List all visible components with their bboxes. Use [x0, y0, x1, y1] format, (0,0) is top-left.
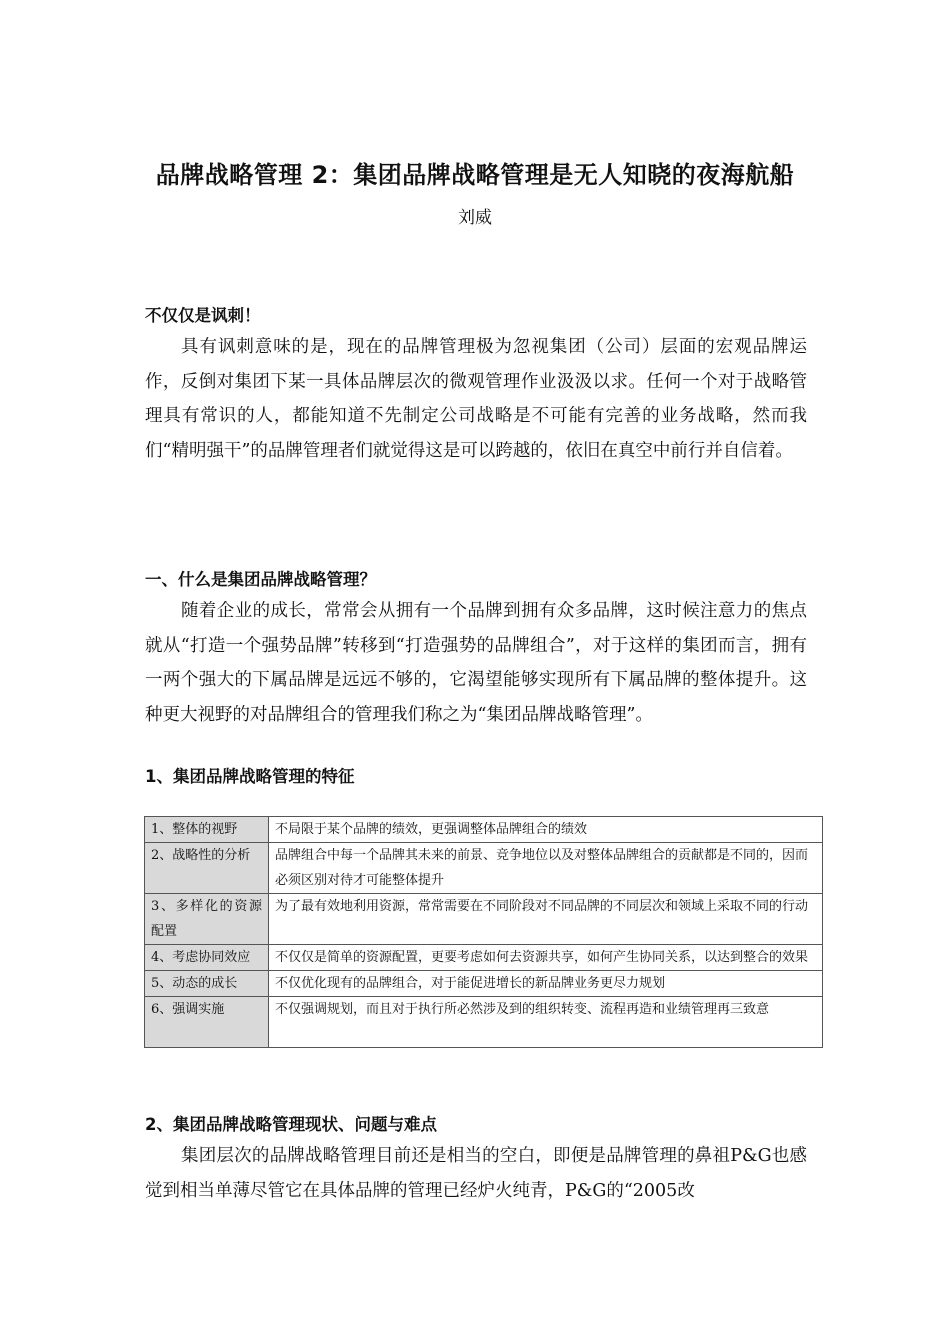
feature-label: 5、动态的成长 [145, 971, 269, 997]
feature-label: 2、战略性的分析 [145, 843, 269, 894]
section-heading-what-is: 一、什么是集团品牌战略管理？ [145, 570, 376, 589]
feature-label: 3、多样化的资源配置 [145, 894, 269, 945]
section-heading-status: 2、集团品牌战略管理现状、问题与难点 [145, 1115, 437, 1134]
paragraph-irony: 具有讽刺意味的是，现在的品牌管理极为忽视集团（公司）层面的宏观品牌运作，反倒对集团下某一具体品牌层次的微观管理作业汲汲以求。任何一个对于战略管理具有常识的人，都能知道不先制定公司战略是不可能有完善的业务战略，然而我们“精明强干”的品牌管理者们就觉得这是可以跨越的，依旧在真空中前行并自信着。 [145, 337, 807, 461]
paragraph-what-is: 随着企业的成长，常常会从拥有一个品牌到拥有众多品牌，这时候注意力的焦点就从“打造一个强势品牌”转移到“打造强势的品牌组合”，对于这样的集团而言，拥有一两个强大的下属品牌是远远不够的，它渴望能够实现所有下属品牌的整体提升。这种更大视野的对品牌组合的管理我们称之为“集团品牌战略管理”。 [145, 601, 807, 725]
table-row [145, 971, 823, 997]
feature-label: 6、强调实施 [145, 997, 269, 1048]
feature-label: 4、考虑协同效应 [145, 945, 269, 971]
author-name: 刘威 [458, 208, 492, 228]
table-row [145, 997, 823, 1048]
feature-description: 不仅强调规划，而且对于执行所必然涉及到的组织转变、流程再造和业绩管理再三致意 [269, 997, 823, 1048]
feature-description: 不仅仅是简单的资源配置，更要考虑如何去资源共享，如何产生协同关系，以达到整合的效果 [269, 945, 823, 971]
feature-description: 为了最有效地利用资源，常常需要在不同阶段对不同品牌的不同层次和领域上采取不同的行动 [269, 894, 823, 945]
section-heading-irony: 不仅仅是讽刺！ [145, 306, 261, 325]
feature-label: 1、整体的视野 [145, 817, 269, 843]
table-row [145, 817, 823, 843]
feature-description: 不仅优化现有的品牌组合，对于能促进增长的新品牌业务更尽力规划 [269, 971, 823, 997]
paragraph-status: 集团层次的品牌战略管理目前还是相当的空白，即便是品牌管理的鼻祖P&G也感觉到相当单薄尽管它在具体品牌的管理已经炉火纯青，P&G的“2005改 [145, 1146, 807, 1201]
section-heading-features: 1、集团品牌战略管理的特征 [145, 767, 355, 786]
table-row [145, 843, 823, 894]
feature-description: 不局限于某个品牌的绩效，更强调整体品牌组合的绩效 [269, 817, 823, 843]
features-table [144, 816, 823, 1048]
table-row [145, 945, 823, 971]
table-row [145, 894, 823, 945]
feature-description: 品牌组合中每一个品牌其未来的前景、竞争地位以及对整体品牌组合的贡献都是不同的，因而必须区别对待才可能整体提升 [269, 843, 823, 894]
document-title: 品牌战略管理 2：集团品牌战略管理是无人知晓的夜海航船 [155, 161, 795, 189]
